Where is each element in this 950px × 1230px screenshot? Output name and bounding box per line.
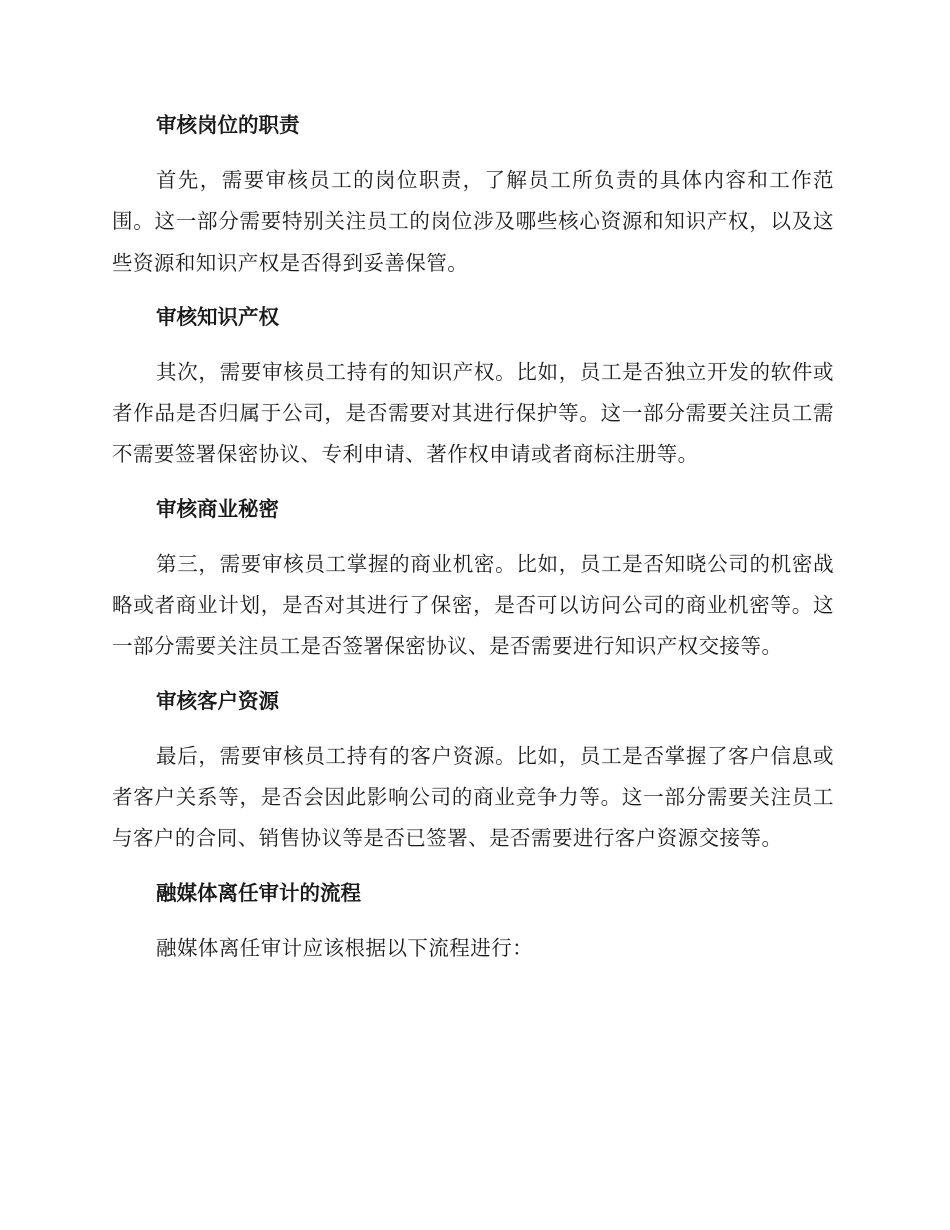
section-paragraph: 首先，需要审核员工的岗位职责，了解员工所负责的具体内容和工作范围。这一部分需要特别关注员工的岗位涉及哪些核心资源和知识产权，以及这些资源和知识产权是否得到妥善保管。 [112,168,834,275]
section-paragraph: 最后，需要审核员工持有的客户资源。比如，员工是否掌握了客户信息或者客户关系等，是否会因此影响公司的商业竞争力等。这一部分需要关注员工与客户的合同、销售协议等是否已签署、是否需要进行客户资源交接等。 [112,743,834,851]
document-page [112,104,834,969]
section-heading: 审核知识产权 [156,304,279,329]
section-heading: 审核岗位的职责 [156,113,300,137]
section-trade-secrets [112,488,834,680]
section-customer-resources [112,680,834,872]
section-heading: 审核客户资源 [156,688,279,713]
section-heading: 审核商业秘密 [156,496,279,521]
section-audit-process [112,872,834,969]
section-paragraph: 融媒体离任审计应该根据以下流程进行： [156,935,534,960]
section-paragraph: 其次，需要审核员工持有的知识产权。比如，员工是否独立开发的软件或者作品是否归属于公司，是否需要对其进行保护等。这一部分需要关注员工需不需要签署保密协议、专利申请、著作权申请或者商标注册等。 [112,359,834,467]
section-intellectual-property [112,296,834,488]
section-heading: 融媒体离任审计的流程 [156,880,361,905]
section-paragraph: 第三，需要审核员工掌握的商业机密。比如，员工是否知晓公司的机密战略或者商业计划，是否对其进行了保密，是否可以访问公司的商业机密等。这一部分需要关注员工是否签署保密协议、是否需要进行知识产权交接等。 [112,551,834,659]
section-job-duties [112,104,834,296]
